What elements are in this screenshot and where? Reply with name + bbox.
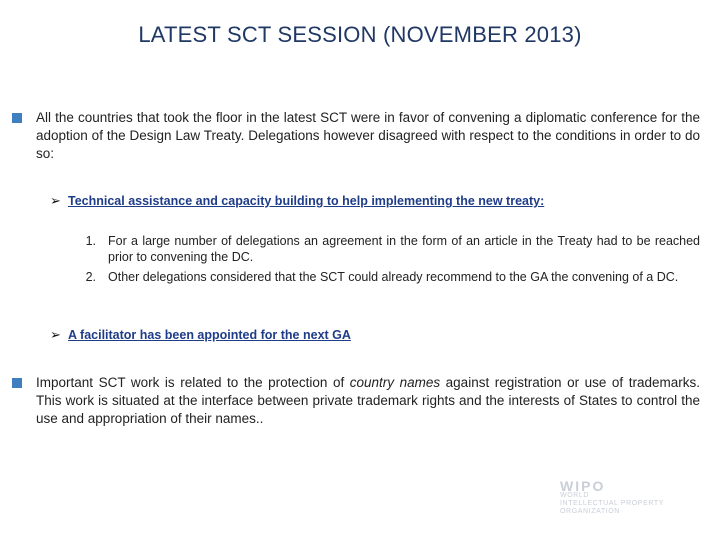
list-item: Other delegations considered that the SCT could already recommend to the GA the convening of a DC. xyxy=(108,270,679,284)
paragraph-2-italic: country names xyxy=(349,375,441,390)
logo-main-text: WIPO xyxy=(560,478,606,494)
arrow-bullet-icon: ➢ xyxy=(50,327,61,342)
paragraph-1: All the countries that took the floor in the latest SCT were in favor of convening a diplomatic conference for the adoption of the Design Law Treaty. Delegations however disagreed with respect to the conditions in order to do so: xyxy=(36,110,700,161)
paragraph-2-before: Important SCT work is related to the protection of xyxy=(36,375,350,390)
logo-line-1: WORLD xyxy=(560,492,590,499)
subheading-facilitator: A facilitator has been appointed for the next GA xyxy=(68,328,351,342)
logo-line-2: INTELLECTUAL PROPERTY xyxy=(560,500,665,507)
list-item: For a large number of delegations an agreement in the form of an article in the Treaty had to be reached prior to convening the DC. xyxy=(108,234,700,264)
subheading-technical-assistance: Technical assistance and capacity building to help implementing the new treaty: xyxy=(68,194,545,208)
item-number: 2. xyxy=(85,270,96,284)
page-title: LATEST SCT SESSION (NOVEMBER 2013) xyxy=(138,22,582,47)
arrow-bullet-icon: ➢ xyxy=(50,193,61,208)
paragraph-2-after: against registration or use of trademarks. This work is situated at the interface between private trademark rights and the interests of States to control the use and appropriation of their names.. xyxy=(36,375,700,426)
square-bullet-icon xyxy=(12,378,22,388)
logo-line-3: ORGANIZATION xyxy=(560,508,620,515)
square-bullet-icon xyxy=(12,113,22,123)
wipo-logo xyxy=(560,478,710,518)
paragraph-2 xyxy=(36,374,700,428)
item-number: 1. xyxy=(85,234,96,248)
